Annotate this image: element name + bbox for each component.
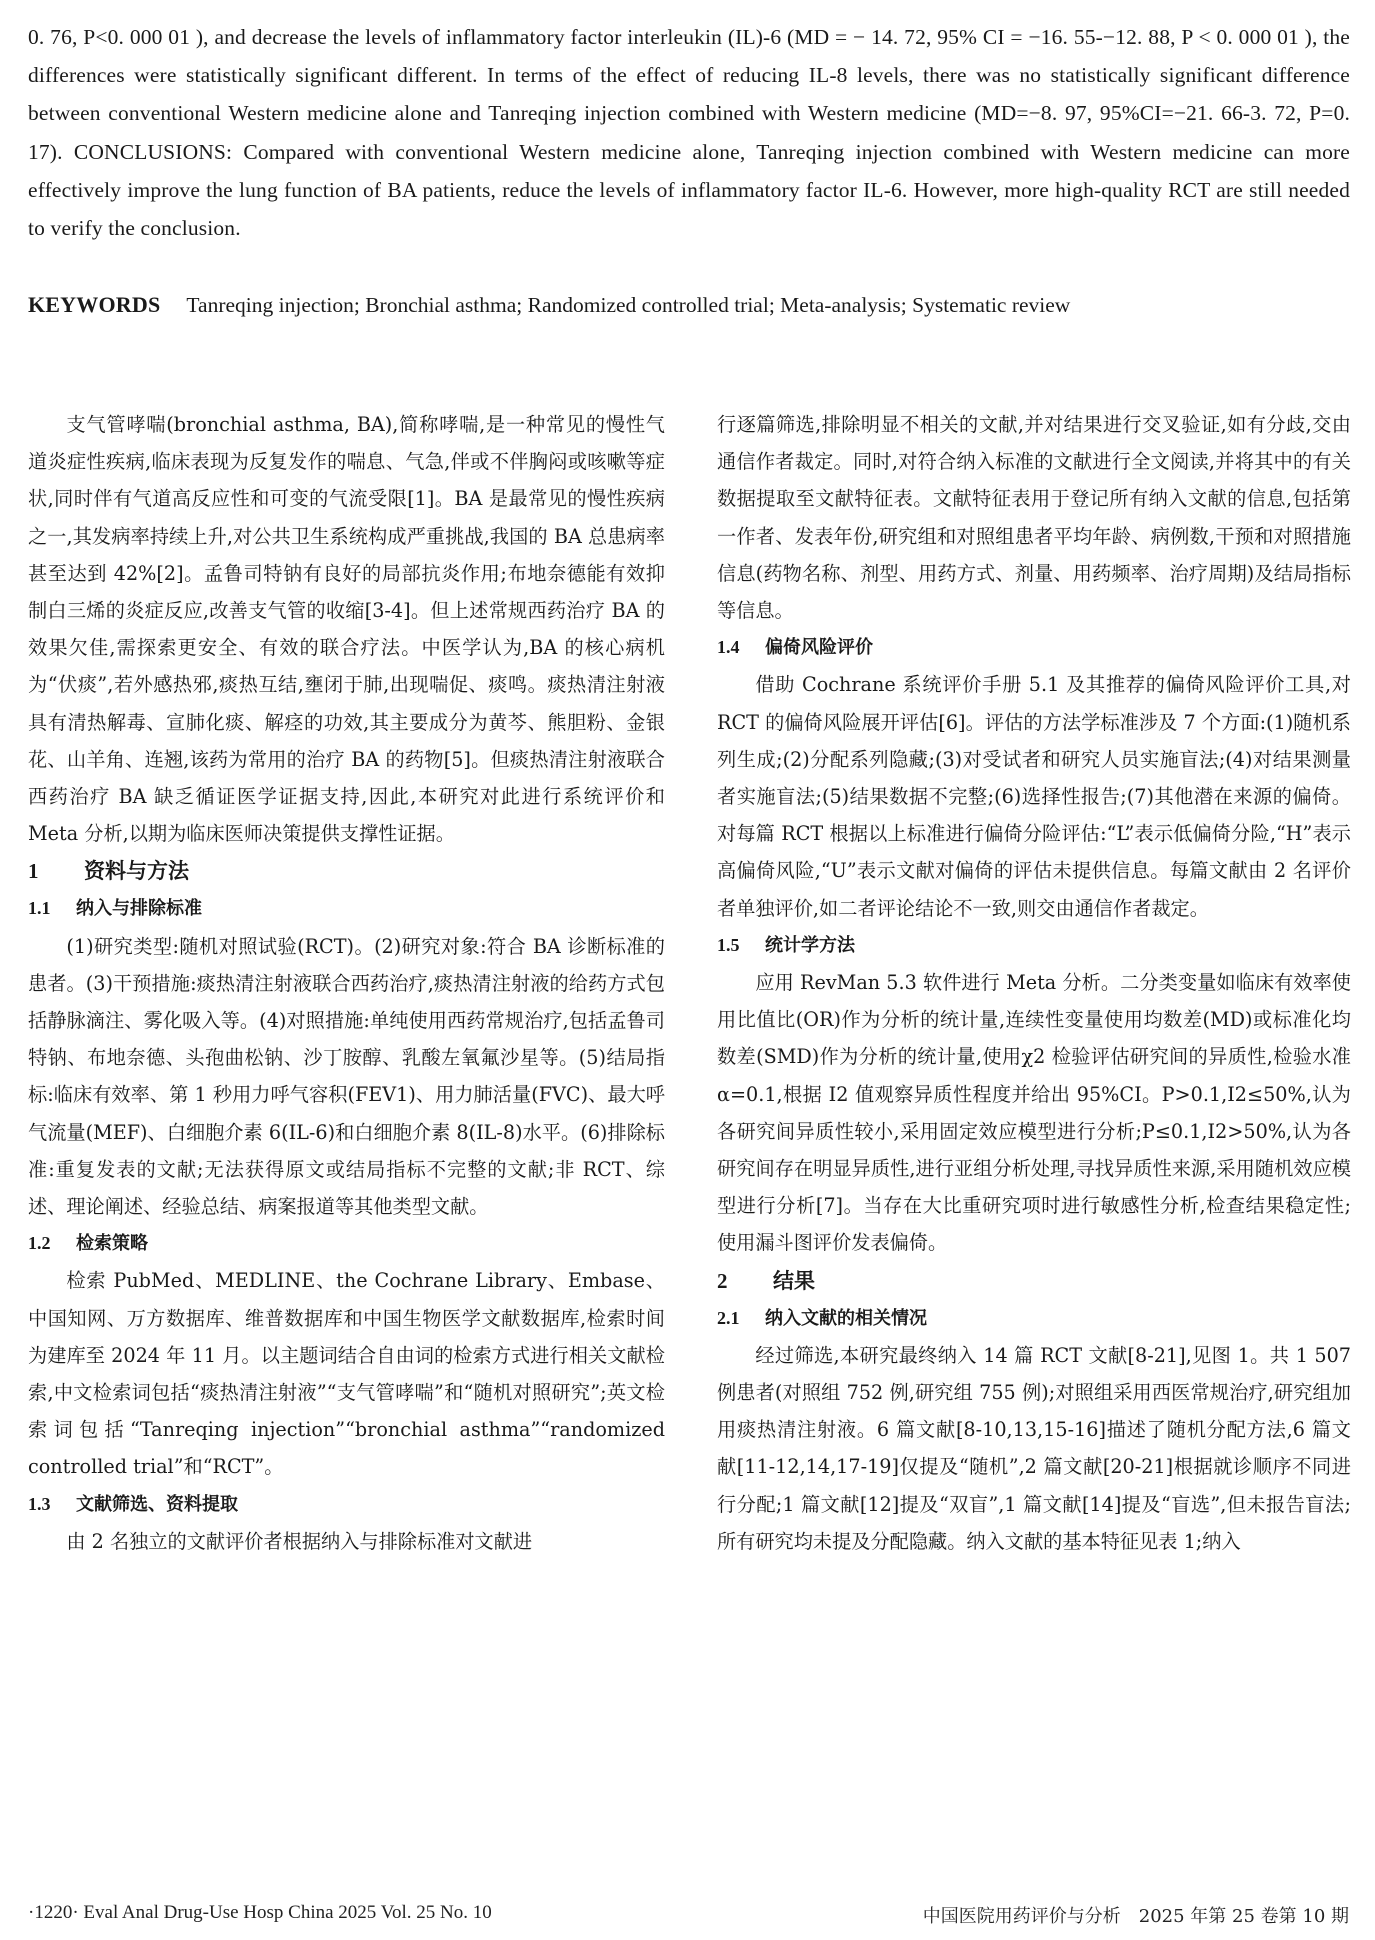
section-title: 资料与方法: [84, 859, 189, 884]
bias-paragraph: 借助 Cochrane 系统评价手册 5.1 及其推荐的偏倚风险评价工具,对 RCT 的偏倚风险展开评估[6]。评估的方法学标准涉及 7 个方面:(1)随机系列生成;(2)分配系列隐藏;(3)对受试者和研究人员实施盲法;(4)对结果测量者实施盲法;(5)结果数据不完整;(6)选择性报告;(7)其他潜在来源的偏倚。对每篇 RCT 根据以上标准进行偏倚分险评估:“L”表示低偏倚分险,“H”表示高偏倚风险,“U”表示文献对偏倚的评估未提供信息。每篇文献由 2 名评价者单独评价,如二者评论结论不一致,则交由通信作者裁定。: [717, 673, 1351, 920]
search-strategy-paragraph: 检索 PubMed、MEDLINE、the Cochrane Library、Embase、中国知网、万方数据库、维普数据库和中国生物医学文献数据库,检索时间为建库至 2024 年 11 月。以主题词结合自由词的检索方式进行相关文献检索,中文检索词包括“痰热清注射液”“支气管哮喘”和“随机对照研究”;英文检索词包括“Tanreqing injection”“bronchial asthma”“randomized controlled trial”和“RCT”。: [28, 1269, 665, 1479]
section-title: 结果: [773, 1268, 815, 1293]
section-1-heading: [28, 852, 665, 890]
section-title: 文献筛选、资料提取: [76, 1493, 238, 1515]
subsection-1-2-heading: [28, 1225, 665, 1262]
right-column: [717, 406, 1351, 1560]
footer-journal-en: ·1220· Eval Anal Drug-Use Hosp China 2025 Vol. 25 No. 10: [28, 1902, 492, 1923]
subsection-1-3-heading: [28, 1486, 665, 1523]
section-number: 1.4: [717, 637, 740, 658]
screening-paragraph-continued: 行逐篇筛选,排除明显不相关的文献,并对结果进行交叉验证,如有分歧,交由通信作者裁定。同时,对符合纳入标准的文献进行全文阅读,并将其中的有关数据提取至文献特征表。文献特征表用于登记所有纳入文献的信息,包括第一作者、发表年份,研究组和对照组患者平均年龄、病例数,干预和对照措施信息(药物名称、剂型、用药方式、剂量、用药频率、治疗周期)及结局指标等信息。: [717, 413, 1351, 623]
criteria-paragraph: (1)研究类型:随机对照试验(RCT)。(2)研究对象:符合 BA 诊断标准的患者。(3)干预措施:痰热清注射液联合西药治疗,痰热清注射液的给药方式包括静脉滴注、雾化吸入等。(4)对照措施:单纯使用西药常规治疗,包括孟鲁司特钠、布地奈德、头孢曲松钠、沙丁胺醇、乳酸左氧氟沙星等。(5)结局指标:临床有效率、第 1 秒用力呼气容积(FEV1)、用力肺活量(FVC)、最大呼气流量(MEF)、白细胞介素 6(IL-6)和白细胞介素 8(IL-8)水平。(6)排除标准:重复发表的文献;无法获得原文或结局指标不完整的文献;非 RCT、综述、理论阐述、经验总结、病案报道等其他类型文献。: [28, 934, 665, 1219]
section-number: 2.1: [717, 1307, 740, 1328]
subsection-1-4-heading: [717, 629, 1351, 666]
keywords-text: Tanreqing injection; Bronchial asthma; Randomized controlled trial; Meta-analysis; Systematic review: [186, 293, 1071, 317]
statistics-paragraph: 应用 RevMan 5.3 软件进行 Meta 分析。二分类变量如临床有效率使用比值比(OR)作为分析的统计量,连续性变量使用均数差(MD)或标准化均数差(SMD)作为分析的统计量,使用χ2 检验评估研究间的异质性,检验水准 α=0.1,根据 I2 值观察异质性程度并给出 95%CI。P>0.1,I2≤50%,认为各研究间异质性较小,采用固定效应模型进行分析;P≤0.1,I2>50%,认为各研究间存在明显异质性,进行亚组分析处理,寻找异质性来源,采用随机效应模型进行分析[7]。当存在大比重研究项时进行敏感性分析,检查结果稳定性;使用漏斗图评价发表偏倚。: [717, 971, 1351, 1255]
section-title: 检索策略: [76, 1233, 148, 1255]
section-number: 1.3: [28, 1493, 51, 1514]
section-number: 1: [28, 859, 39, 884]
section-title: 纳入与排除标准: [76, 898, 202, 920]
subsection-1-1-heading: [28, 890, 665, 927]
included-studies-paragraph: 经过筛选,本研究最终纳入 14 篇 RCT 文献[8-21],见图 1。共 1 507 例患者(对照组 752 例,研究组 755 例);对照组采用西医常规治疗,研究组加用痰热清注射液。6 篇文献[8-10,13,15-16]描述了随机分配方法,6 篇文献[11-12,14,17-19]仅提及“随机”,2 篇文献[20-21]根据就诊顺序不同进行分配;1 篇文献[12]提及“双盲”,1 篇文献[14]提及“盲选”,但未报告盲法;所有研究均未提及分配隐藏。纳入文献的基本特征见表 1;纳入: [717, 1343, 1351, 1553]
section-title: 纳入文献的相关情况: [765, 1307, 927, 1329]
subsection-1-5-heading: [717, 927, 1351, 964]
footer-journal-cn: 中国医院用药评价与分析 2025 年第 25 卷第 10 期: [922, 1906, 1349, 1927]
section-number: 1.2: [28, 1233, 51, 1254]
left-column: [28, 406, 665, 1560]
keywords-label: KEYWORDS: [28, 292, 161, 317]
section-2-heading: [717, 1262, 1351, 1300]
subsection-2-1-heading: [717, 1300, 1351, 1337]
abstract-body: 0. 76, P<0. 000 01 ), and decrease the levels of inflammatory factor interleukin (IL)-6 (MD = − 14. 72, 95% CI = −16. 55-−12. 88, P < 0. 000 01 ), the differences were statistically significant different. In terms of the effect of reducing IL-8 levels, there was no statistically significant difference between conventional Western medicine alone and Tanreqing injection combined with Western medicine (MD=−8. 97, 95%CI=−21. 66-3. 72, P=0. 17). CONCLUSIONS: Compared with conventional Western medicine alone, Tanreqing injection combined with Western medicine can more effectively improve the lung function of BA patients, reduce the levels of inflammatory factor IL-6. However, more high-quality RCT are still needed to verify the conclusion.: [28, 25, 1350, 241]
section-number: 2: [717, 1268, 728, 1293]
section-title: 统计学方法: [765, 934, 855, 956]
intro-paragraph: 支气管哮喘(bronchial asthma, BA),简称哮喘,是一种常见的慢性气道炎症性疾病,临床表现为反复发作的喘息、气急,伴或不伴胸闷或咳嗽等症状,同时伴有气道高反应性和可变的气流受限[1]。BA 是最常见的慢性疾病之一,其发病率持续上升,对公共卫生系统构成严重挑战,我国的 BA 总患病率甚至达到 42%[2]。孟鲁司特钠有良好的局部抗炎作用;布地奈德能有效抑制白三烯的炎症反应,改善支气管的收缩[3-4]。但上述常规西药治疗 BA 的效果欠佳,需探索更安全、有效的联合疗法。中医学认为,BA 的核心病机为“伏痰”,若外感热邪,痰热互结,壅闭于肺,出现喘促、痰鸣。痰热清注射液具有清热解毒、宣肺化痰、解痉的功效,其主要成分为黄芩、熊胆粉、金银花、山羊角、连翘,该药为常用的治疗 BA 的药物[5]。但痰热清注射液联合西药治疗 BA 缺乏循证医学证据支持,因此,本研究对此进行系统评价和 Meta 分析,以期为临床医师决策提供支撑性证据。: [28, 413, 665, 846]
keywords-line: [28, 286, 1350, 324]
section-title: 偏倚风险评价: [765, 637, 873, 659]
section-number: 1.5: [717, 934, 740, 955]
screening-paragraph-start: 由 2 名独立的文献评价者根据纳入与排除标准对文献进: [66, 1529, 533, 1553]
section-number: 1.1: [28, 898, 51, 919]
